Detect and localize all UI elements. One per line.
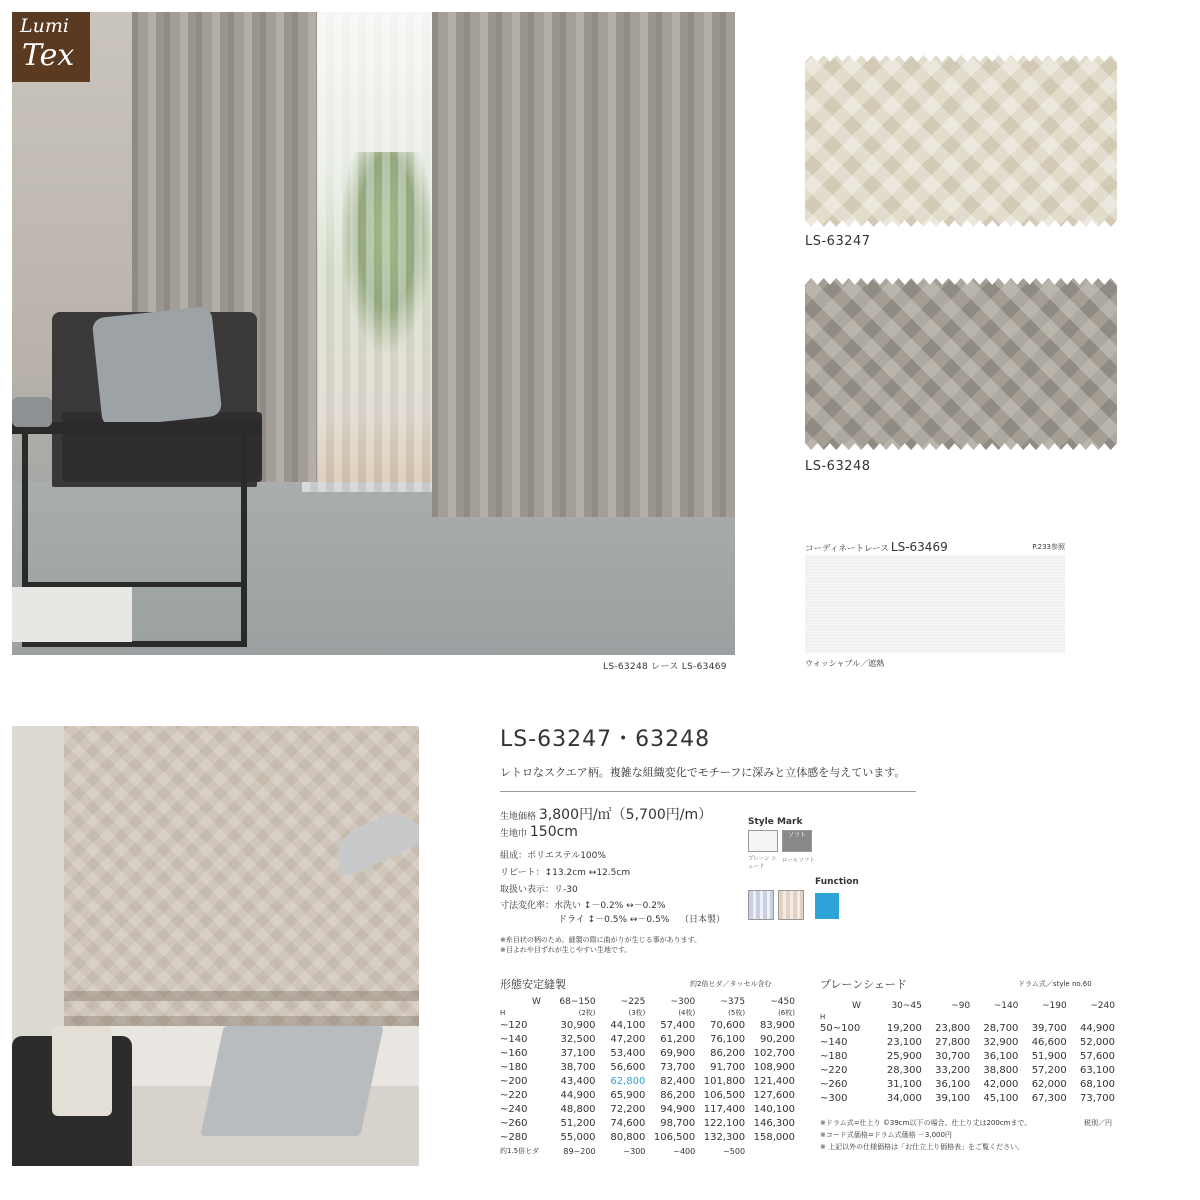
price-cell: 82,400 [660, 1075, 696, 1087]
price-cell: 27,800 [935, 1036, 971, 1048]
care: 取扱い表示：リ-30 [500, 885, 578, 895]
price-cell: 42,000 [983, 1078, 1019, 1090]
col-header: ~90 [951, 1001, 971, 1011]
coordinate-lace-label: コーディネートレース [805, 544, 889, 554]
price-cell: 68,100 [1080, 1078, 1115, 1090]
price-cell: 90,200 [760, 1033, 795, 1045]
shade-photo [12, 726, 419, 1166]
table-row [500, 1102, 795, 1116]
price-cell: 56,600 [610, 1061, 646, 1073]
row-height-label: ~160 [500, 1047, 528, 1059]
price-cell: 36,100 [983, 1050, 1019, 1062]
price-cell: 39,100 [935, 1092, 971, 1104]
price-cell: 83,900 [760, 1019, 795, 1031]
table-header-row [500, 996, 795, 1008]
row-height-label: ~260 [820, 1078, 848, 1090]
row-height-label: ~180 [500, 1061, 528, 1073]
price-cell: 67,300 [1031, 1092, 1067, 1104]
row-height-label: ~220 [500, 1089, 528, 1101]
row-height-label: ~140 [500, 1033, 528, 1045]
row-height-label: ~200 [500, 1075, 528, 1087]
price-cell: 73,700 [1080, 1092, 1115, 1104]
curtain-table-title: 形態安定縫製 [500, 978, 566, 991]
footer-cell: ~400 [673, 1146, 696, 1156]
price-cell: 30,700 [935, 1050, 971, 1062]
table-row [820, 1091, 1115, 1105]
price-cell: 98,700 [660, 1117, 696, 1129]
swatch-label-1: LS-63247 [805, 234, 871, 249]
col-header: ~225 [620, 997, 646, 1007]
table-footer-row [500, 1144, 795, 1158]
row-height-label: ~280 [500, 1131, 528, 1143]
price-cell: 39,700 [1031, 1022, 1067, 1034]
table-row [500, 1018, 795, 1032]
shade-table-subtitle: ドラム式／style no.60 [1018, 980, 1092, 988]
width-label: 生地巾 [500, 829, 528, 839]
price-cell: 44,100 [610, 1019, 646, 1031]
row-height-label: ~240 [500, 1103, 528, 1115]
price-cell: 91,700 [710, 1061, 746, 1073]
col-header: 68~150 [559, 997, 596, 1007]
row-height-label: ~140 [820, 1036, 848, 1048]
style-mark-label: Style Mark [748, 817, 803, 827]
table-subheader-row [500, 1008, 795, 1018]
price-cell: 102,700 [753, 1047, 795, 1059]
price-label: 生地価格 [500, 812, 537, 822]
table-row [500, 1074, 795, 1088]
row-height-label: ~180 [820, 1050, 848, 1062]
col-header: ~300 [670, 997, 696, 1007]
curtain-right [432, 12, 735, 517]
price-cell: 140,100 [753, 1103, 795, 1115]
price-cell: 122,100 [703, 1117, 746, 1129]
pillow [92, 306, 223, 428]
col-header: 30~45 [891, 1001, 922, 1011]
price-cell: 86,200 [660, 1089, 696, 1101]
price-cell: 72,200 [610, 1103, 646, 1115]
price-cell: 62,000 [1031, 1078, 1067, 1090]
product-description: レトロなスクエア柄。複雑な組織変化でモチーフに深みと立体感を与えています。 [500, 766, 906, 779]
main-photo-caption: LS-63248 レース LS-63469 [603, 662, 727, 672]
books [12, 587, 132, 642]
footer-cell: 89~200 [563, 1146, 596, 1156]
price-cell: 51,900 [1031, 1050, 1067, 1062]
room-photo [12, 12, 735, 655]
washable-icon [815, 893, 839, 919]
vase [12, 397, 52, 427]
h-label: H [500, 1009, 506, 1017]
table-row [820, 1077, 1115, 1091]
price-cell: 158,000 [753, 1131, 795, 1143]
table-row [820, 1021, 1115, 1035]
shade-price-table [820, 1000, 1115, 1105]
price-cell: 46,600 [1031, 1036, 1067, 1048]
shade-note-2: ※コード式価格=ドラム式価格 －3,000円 [820, 1131, 952, 1139]
row-height-label: ~120 [500, 1019, 528, 1031]
col-header: ~240 [1090, 1001, 1115, 1011]
price-cell: 73,700 [660, 1061, 696, 1073]
price-cell: 28,300 [886, 1064, 922, 1076]
price-value: 3,800円/㎡（5,700円/m） [538, 807, 713, 823]
table-header-row [820, 1000, 1115, 1012]
price-cell: 132,300 [703, 1131, 746, 1143]
price-cell: 23,100 [886, 1036, 922, 1048]
shade-fold [64, 1016, 419, 1026]
repeat: リピート：↕13.2cm ↔12.5cm [500, 868, 631, 878]
price-cell: 117,400 [703, 1103, 746, 1115]
product-title: LS-63247・63248 [500, 727, 711, 752]
function-label: Function [815, 877, 859, 887]
price-cell: 32,500 [560, 1033, 596, 1045]
col-header: ~140 [993, 1001, 1019, 1011]
col-header: ~190 [1041, 1001, 1067, 1011]
price-line [500, 804, 712, 824]
price-cell: 57,600 [1080, 1050, 1115, 1062]
swatch-label-2: LS-63248 [805, 459, 871, 474]
price-cell: 48,800 [560, 1103, 596, 1115]
coordinate-lace-header [805, 540, 1065, 554]
price-cell: 47,200 [610, 1033, 646, 1045]
soft-icon-sublabel: ロールソフト [782, 858, 815, 864]
panel-count: (2枚) [578, 1009, 596, 1017]
price-cell: 36,100 [935, 1078, 971, 1090]
price-cell: 45,100 [983, 1092, 1019, 1104]
panel-count: (6枚) [778, 1009, 795, 1017]
logo-line-2: Tex [22, 38, 75, 73]
logo-line-1: Lumi [20, 15, 69, 37]
table-row [500, 1046, 795, 1060]
panel-count: (5枚) [728, 1009, 746, 1017]
price-cell: 33,200 [935, 1064, 971, 1076]
swatch-ls-63248 [805, 278, 1117, 450]
col-header: ~375 [720, 997, 746, 1007]
h-label: H [820, 1012, 826, 1021]
price-cell: 65,900 [610, 1089, 646, 1101]
price-cell: 51,200 [560, 1117, 596, 1129]
price-cell: 44,900 [560, 1089, 596, 1101]
panel-count: (3枚) [628, 1009, 646, 1017]
price-cell: 61,200 [660, 1033, 696, 1045]
price-cell: 31,100 [886, 1078, 922, 1090]
pattern-icon [778, 890, 804, 920]
note-1: ※糸目状の柄のため、縫製の際に曲がりが生じる事があります。 [500, 936, 702, 944]
lace-note: ウォッシャブル／遮熱 [805, 659, 885, 668]
table-subheader-row [820, 1012, 1115, 1021]
footer-label: 約1.5倍ヒダ [500, 1147, 540, 1155]
panel-count: (4枚) [678, 1009, 696, 1017]
table-row [500, 1116, 795, 1130]
price-cell: 70,600 [710, 1019, 746, 1031]
price-cell: 86,200 [710, 1047, 746, 1059]
price-cell: 106,500 [703, 1089, 746, 1101]
w-label: W [532, 997, 541, 1007]
price-cell: 63,100 [1080, 1064, 1115, 1076]
composition: 組成：ポリエステル100% [500, 851, 606, 861]
plain-shade-icon [748, 830, 778, 852]
row-height-label: 50~100 [820, 1022, 861, 1034]
note-2: ※目よれや目ずれが生じやすい生地です。 [500, 946, 632, 954]
price-cell: 28,700 [983, 1022, 1019, 1034]
curtain-table-subtitle: 約2倍ヒダ／タッセル含む [690, 980, 772, 988]
price-cell: 108,900 [753, 1061, 795, 1073]
price-cell: 57,200 [1031, 1064, 1067, 1076]
table-row [500, 1032, 795, 1046]
price-cell: 32,900 [983, 1036, 1019, 1048]
footer-cell [745, 1144, 795, 1158]
price-cell: 146,300 [753, 1117, 795, 1129]
row-height-label: ~220 [820, 1064, 848, 1076]
coordinate-lace-ref: P.233参照 [1032, 543, 1065, 551]
price-cell: 80,800 [610, 1131, 646, 1143]
price-cell: 19,200 [886, 1022, 922, 1034]
price-cell: 37,100 [560, 1047, 596, 1059]
price-cell: 53,400 [610, 1047, 646, 1059]
plain-shade-icon-label: プレーン シェード [748, 856, 777, 870]
table-row [820, 1063, 1115, 1077]
lace-swatch [805, 555, 1065, 653]
price-cell: 38,800 [983, 1064, 1019, 1076]
shade-fold [64, 991, 419, 1001]
roman-shade [64, 726, 419, 1026]
curtain-price-table [500, 996, 795, 1158]
price-cell: 57,400 [660, 1019, 696, 1031]
shade-note-1: ※ドラム式=仕上り ©39cm以下の場合、仕上り丈は200cmまで。 [820, 1119, 1032, 1127]
throw-blanket [52, 1026, 112, 1116]
made-in: （日本製） [680, 915, 726, 925]
price-cell: 121,400 [753, 1075, 795, 1087]
width-value: 150cm [529, 824, 578, 840]
shade-note-unit: 税別／円 [1084, 1119, 1112, 1127]
table-row [500, 1060, 795, 1074]
price-cell: 76,100 [710, 1033, 746, 1045]
price-cell: 23,800 [935, 1022, 971, 1034]
table-row [820, 1035, 1115, 1049]
price-cell: 25,900 [886, 1050, 922, 1062]
coordinate-lace-code: LS-63469 [890, 540, 948, 554]
table-row [500, 1088, 795, 1102]
col-header: ~450 [770, 997, 795, 1007]
price-cell: 62,800 [610, 1075, 646, 1087]
brand-logo [12, 12, 90, 82]
laptop [200, 1026, 383, 1136]
soft-icon-label: ソフト [787, 832, 806, 839]
pattern-icon [748, 890, 774, 920]
price-cell: 30,900 [560, 1019, 596, 1031]
table-row [820, 1049, 1115, 1063]
footer-cell: ~300 [623, 1146, 646, 1156]
price-cell: 69,900 [660, 1047, 696, 1059]
price-cell: 74,600 [610, 1117, 646, 1129]
shrink-dry: ドライ ↕－0.5% ↔－0.5% [558, 915, 670, 925]
shade-note-3: ※ 上記以外の仕様価格は「お仕立上り価格表」をご覧ください。 [820, 1143, 1025, 1151]
row-height-label: ~300 [820, 1092, 848, 1104]
price-cell: 34,000 [886, 1092, 922, 1104]
price-cell: 94,900 [660, 1103, 696, 1115]
shrink-wash: 寸法変化率：水洗い ↕－0.2% ↔－0.2% [500, 901, 666, 911]
price-cell: 127,600 [753, 1089, 795, 1101]
shade-table-title: プレーンシェード [820, 978, 907, 991]
price-cell: 43,400 [560, 1075, 596, 1087]
w-label: W [852, 1001, 861, 1011]
price-cell: 106,500 [653, 1131, 696, 1143]
width-line [500, 824, 578, 840]
table-row [500, 1130, 795, 1144]
price-cell: 52,000 [1080, 1036, 1115, 1048]
price-cell: 38,700 [560, 1061, 596, 1073]
soft-icon [782, 830, 812, 852]
row-height-label: ~260 [500, 1117, 528, 1129]
swatch-ls-63247 [805, 55, 1117, 227]
footer-cell: ~500 [723, 1146, 746, 1156]
price-cell: 101,800 [703, 1075, 746, 1087]
divider [500, 791, 916, 792]
price-cell: 55,000 [560, 1131, 596, 1143]
price-cell: 44,900 [1080, 1022, 1115, 1034]
